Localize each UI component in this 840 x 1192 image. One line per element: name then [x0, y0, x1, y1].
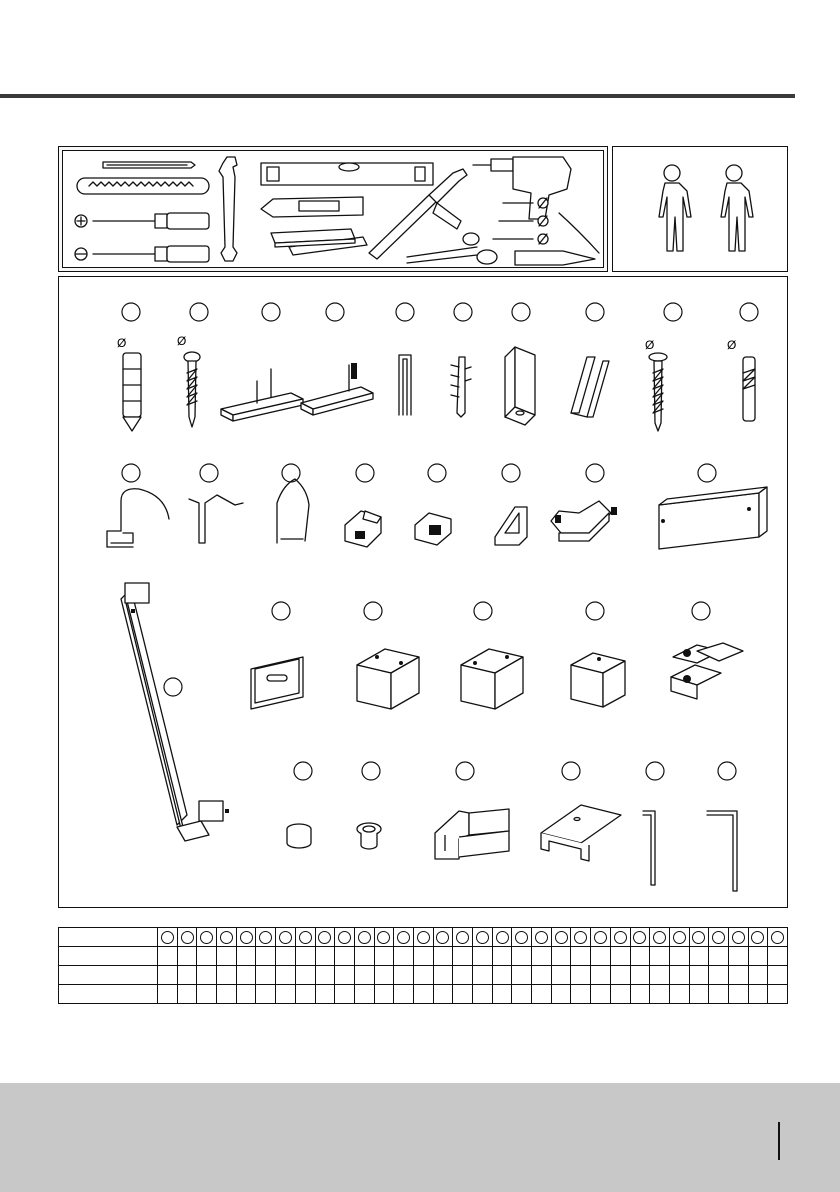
- table-cell: [335, 947, 355, 966]
- table-cell: [276, 966, 296, 985]
- table-cell: [551, 966, 571, 985]
- table-cell: [197, 985, 217, 1004]
- two-persons-panel: [612, 146, 788, 272]
- scissors-icon: [407, 233, 497, 264]
- part-number-circle: [377, 931, 390, 944]
- part-number-circle: [456, 931, 469, 944]
- table-cell: [689, 985, 709, 1004]
- table-cell: [433, 928, 453, 947]
- table-cell: [158, 985, 178, 1004]
- table-cell: [748, 966, 768, 985]
- table-cell: [512, 966, 532, 985]
- table-cell: [551, 928, 571, 947]
- table-cell: [276, 928, 296, 947]
- table-cell: [728, 966, 748, 985]
- table-cell: [591, 966, 611, 985]
- table-cell: [394, 966, 414, 985]
- clamp-bracket-icon: [357, 649, 419, 709]
- table-cell: [413, 985, 433, 1004]
- person-icon: [721, 165, 753, 251]
- part-number-circle: [161, 931, 174, 944]
- table-cell: [315, 928, 335, 947]
- table-cell: [158, 947, 178, 966]
- part-number-circle: [692, 931, 705, 944]
- table-cell: [591, 947, 611, 966]
- part-number-circle: [535, 931, 548, 944]
- table-cell: [512, 928, 532, 947]
- wrench-icon: [219, 157, 237, 261]
- table-cell: [512, 947, 532, 966]
- table-cell: [295, 928, 315, 947]
- table-cell: [492, 985, 512, 1004]
- table-cell: [295, 947, 315, 966]
- header-rule: [0, 94, 795, 98]
- table-cell: [433, 947, 453, 966]
- table-cell: [610, 928, 630, 947]
- screw-icon: [184, 352, 200, 427]
- part-number-circles-row-1: [122, 303, 758, 321]
- corner-profile-icon: [551, 501, 617, 541]
- table-cell: [689, 928, 709, 947]
- hex-key-icon: [643, 811, 655, 885]
- table-cell: [276, 947, 296, 966]
- table-cell: [197, 947, 217, 966]
- table-cell: [256, 966, 276, 985]
- part-number-circle: [515, 931, 528, 944]
- table-cell: [354, 928, 374, 947]
- table-cell: [295, 966, 315, 985]
- sliding-guide-icon: [435, 809, 509, 859]
- table-cell: [177, 966, 197, 985]
- part-number-circle: [318, 931, 331, 944]
- part-number-circle: [259, 931, 272, 944]
- table-row: [59, 985, 788, 1004]
- table-cell: [473, 985, 493, 1004]
- diameter-symbol: Ø: [177, 334, 187, 348]
- clamp-bracket-icon: [461, 649, 523, 709]
- person-icon: [659, 165, 691, 251]
- part-number-circle: [594, 931, 607, 944]
- part-number-circle: [358, 931, 371, 944]
- table-cell: [630, 966, 650, 985]
- table-cell: [610, 985, 630, 1004]
- part-number-circle: [279, 931, 292, 944]
- cover-plate-icon: [251, 657, 303, 709]
- part-number-circle: [633, 931, 646, 944]
- seal-profile-icon: [107, 489, 169, 547]
- seal-profile-icon: [277, 479, 309, 543]
- table-cell: [768, 966, 788, 985]
- part-number-circle: [436, 931, 449, 944]
- wall-plug-icon: [123, 353, 141, 431]
- table-cell: [433, 985, 453, 1004]
- clamp-bracket-icon: [571, 653, 625, 707]
- utility-knife-icon: [261, 197, 363, 217]
- table-row: [59, 947, 788, 966]
- table-cell: [571, 985, 591, 1004]
- folding-ruler-icon: [271, 229, 367, 255]
- table-cell: [453, 985, 473, 1004]
- table-cell: [217, 966, 237, 985]
- seal-profile-icon: [189, 495, 243, 543]
- table-cell: [158, 966, 178, 985]
- table-cell: [354, 985, 374, 1004]
- table-row-label: [59, 947, 158, 966]
- table-cell: [709, 928, 729, 947]
- mounting-plate-icon: [301, 363, 373, 415]
- table-cell: [650, 928, 670, 947]
- table-cell: [413, 928, 433, 947]
- table-cell: [256, 985, 276, 1004]
- table-cell: [709, 985, 729, 1004]
- parts-panel: [58, 276, 788, 908]
- table-cell: [315, 985, 335, 1004]
- table-cell: [335, 966, 355, 985]
- table-cell: [413, 947, 433, 966]
- table-cell: [433, 966, 453, 985]
- table-cell: [492, 966, 512, 985]
- u-channel-icon: [571, 357, 609, 417]
- table-cell: [610, 947, 630, 966]
- diameter-symbol: Ø: [727, 338, 737, 352]
- table-cell: [315, 947, 335, 966]
- wall-profile-icon: [659, 487, 767, 549]
- table-cell: [748, 928, 768, 947]
- spacer-clip-icon: [399, 355, 411, 415]
- table-cell: [177, 985, 197, 1004]
- tools-panel-inner: [62, 150, 604, 268]
- comb-seal-icon: [451, 357, 471, 417]
- two-persons-illustration: [613, 147, 789, 273]
- table-cell: [158, 928, 178, 947]
- page-footer: [0, 1083, 840, 1192]
- table-cell: [197, 928, 217, 947]
- spirit-level-icon: [261, 163, 433, 185]
- table-cell: [748, 985, 768, 1004]
- table-cell: [591, 985, 611, 1004]
- wall-plug-icon: [743, 357, 755, 421]
- part-number-circle: [181, 931, 194, 944]
- part-number-circle: [496, 931, 509, 944]
- pencil-icon: [103, 162, 195, 168]
- part-number-circle: [338, 931, 351, 944]
- table-cell: [669, 966, 689, 985]
- table-cell: [295, 985, 315, 1004]
- table-cell: [532, 947, 552, 966]
- phillips-screwdriver-icon: [75, 213, 209, 229]
- table-cell: [217, 947, 237, 966]
- table-cell: [571, 947, 591, 966]
- table-cell: [630, 985, 650, 1004]
- table-cell: [709, 966, 729, 985]
- table-header-cell: [59, 928, 158, 947]
- part-number-circle: [200, 931, 213, 944]
- part-number-circle: [299, 931, 312, 944]
- part-number-circles-row-3: [272, 602, 710, 620]
- end-cap-icon: [345, 511, 381, 547]
- table-cell: [473, 966, 493, 985]
- table-cell: [689, 947, 709, 966]
- table-cell: [728, 947, 748, 966]
- table-cell: [709, 947, 729, 966]
- table-cell: [532, 928, 552, 947]
- wall-connector-icon: [671, 643, 743, 699]
- table-cell: [669, 985, 689, 1004]
- parts-quantity-table: [58, 927, 788, 1003]
- sliding-guide-icon: [541, 805, 621, 861]
- table-cell: [650, 985, 670, 1004]
- table-cell: [492, 928, 512, 947]
- part-number-circle: [771, 931, 784, 944]
- stabilizer-bar-icon: [121, 583, 229, 841]
- table-cell: [728, 985, 748, 1004]
- table-cell: [532, 966, 552, 985]
- part-number-circle: [673, 931, 686, 944]
- part-number-circle: [574, 931, 587, 944]
- table-cell: [473, 947, 493, 966]
- silicone-tube-icon: [515, 251, 595, 265]
- hex-key-icon: [707, 811, 737, 891]
- part-number-circles-row-4: [294, 762, 736, 780]
- table-cell: [453, 966, 473, 985]
- table-cell: [236, 985, 256, 1004]
- table-cell: [335, 928, 355, 947]
- diameter-symbol: Ø: [645, 338, 655, 352]
- table-cell: [217, 928, 237, 947]
- table-cell: [413, 966, 433, 985]
- part-number-circle: [240, 931, 253, 944]
- part-number-circle: [712, 931, 725, 944]
- table-cell: [177, 928, 197, 947]
- table-cell: [689, 966, 709, 985]
- tools-panel: [58, 146, 608, 272]
- table-cell: [374, 985, 394, 1004]
- drill-bit-icon: [493, 198, 548, 244]
- tools-illustration: [63, 151, 605, 269]
- table-cell: [394, 985, 414, 1004]
- parts-table: [58, 927, 788, 1004]
- ring-icon: [287, 824, 311, 848]
- table-row-label: [59, 966, 158, 985]
- table-cell: [650, 947, 670, 966]
- part-number-circle: [220, 931, 233, 944]
- flat-screwdriver-icon: [75, 246, 209, 262]
- part-number-circle: [555, 931, 568, 944]
- table-cell: [650, 966, 670, 985]
- table-cell: [335, 985, 355, 1004]
- end-cap-icon: [415, 513, 451, 545]
- table-cell: [473, 928, 493, 947]
- table-cell: [591, 928, 611, 947]
- table-cell: [728, 928, 748, 947]
- table-cell: [236, 966, 256, 985]
- part-number-circle: [417, 931, 430, 944]
- table-cell: [630, 947, 650, 966]
- table-cell: [551, 985, 571, 1004]
- table-cell: [374, 928, 394, 947]
- table-cell: [394, 928, 414, 947]
- table-cell: [453, 928, 473, 947]
- table-cell: [276, 985, 296, 1004]
- table-header-row: [59, 928, 788, 947]
- parts-illustration: [59, 277, 789, 909]
- table-cell: [354, 966, 374, 985]
- table-cell: [453, 947, 473, 966]
- table-cell: [236, 947, 256, 966]
- table-row-label: [59, 985, 158, 1004]
- part-number-circle: [397, 931, 410, 944]
- table-cell: [768, 928, 788, 947]
- table-cell: [532, 985, 552, 1004]
- table-cell: [394, 947, 414, 966]
- table-cell: [669, 947, 689, 966]
- part-number-circle: [614, 931, 627, 944]
- table-cell: [748, 947, 768, 966]
- power-drill-icon: [473, 157, 599, 253]
- mounting-plate-icon: [221, 369, 303, 421]
- table-cell: [374, 947, 394, 966]
- table-cell: [354, 947, 374, 966]
- table-cell: [217, 985, 237, 1004]
- table-cell: [256, 947, 276, 966]
- part-number-circle: [653, 931, 666, 944]
- part-number-circle: [751, 931, 764, 944]
- table-cell: [551, 947, 571, 966]
- table-cell: [768, 947, 788, 966]
- hacksaw-icon: [77, 178, 209, 194]
- footer-divider: [778, 1122, 780, 1160]
- table-cell: [512, 985, 532, 1004]
- table-cell: [492, 947, 512, 966]
- part-number-circle: [732, 931, 745, 944]
- table-cell: [571, 966, 591, 985]
- table-cell: [236, 928, 256, 947]
- u-channel-icon: [505, 347, 535, 425]
- table-cell: [256, 928, 276, 947]
- table-cell: [768, 985, 788, 1004]
- corner-connector-icon: [495, 507, 527, 545]
- part-number-circle: [476, 931, 489, 944]
- table-row: [59, 966, 788, 985]
- long-screw-icon: [649, 353, 667, 431]
- table-cell: [315, 966, 335, 985]
- table-cell: [630, 928, 650, 947]
- grommet-icon: [357, 823, 381, 849]
- table-cell: [197, 966, 217, 985]
- table-cell: [669, 928, 689, 947]
- diameter-symbol: Ø: [117, 336, 127, 350]
- table-cell: [571, 928, 591, 947]
- table-cell: [610, 966, 630, 985]
- table-cell: [177, 947, 197, 966]
- part-number-circles-row-2: [122, 464, 716, 482]
- table-cell: [374, 966, 394, 985]
